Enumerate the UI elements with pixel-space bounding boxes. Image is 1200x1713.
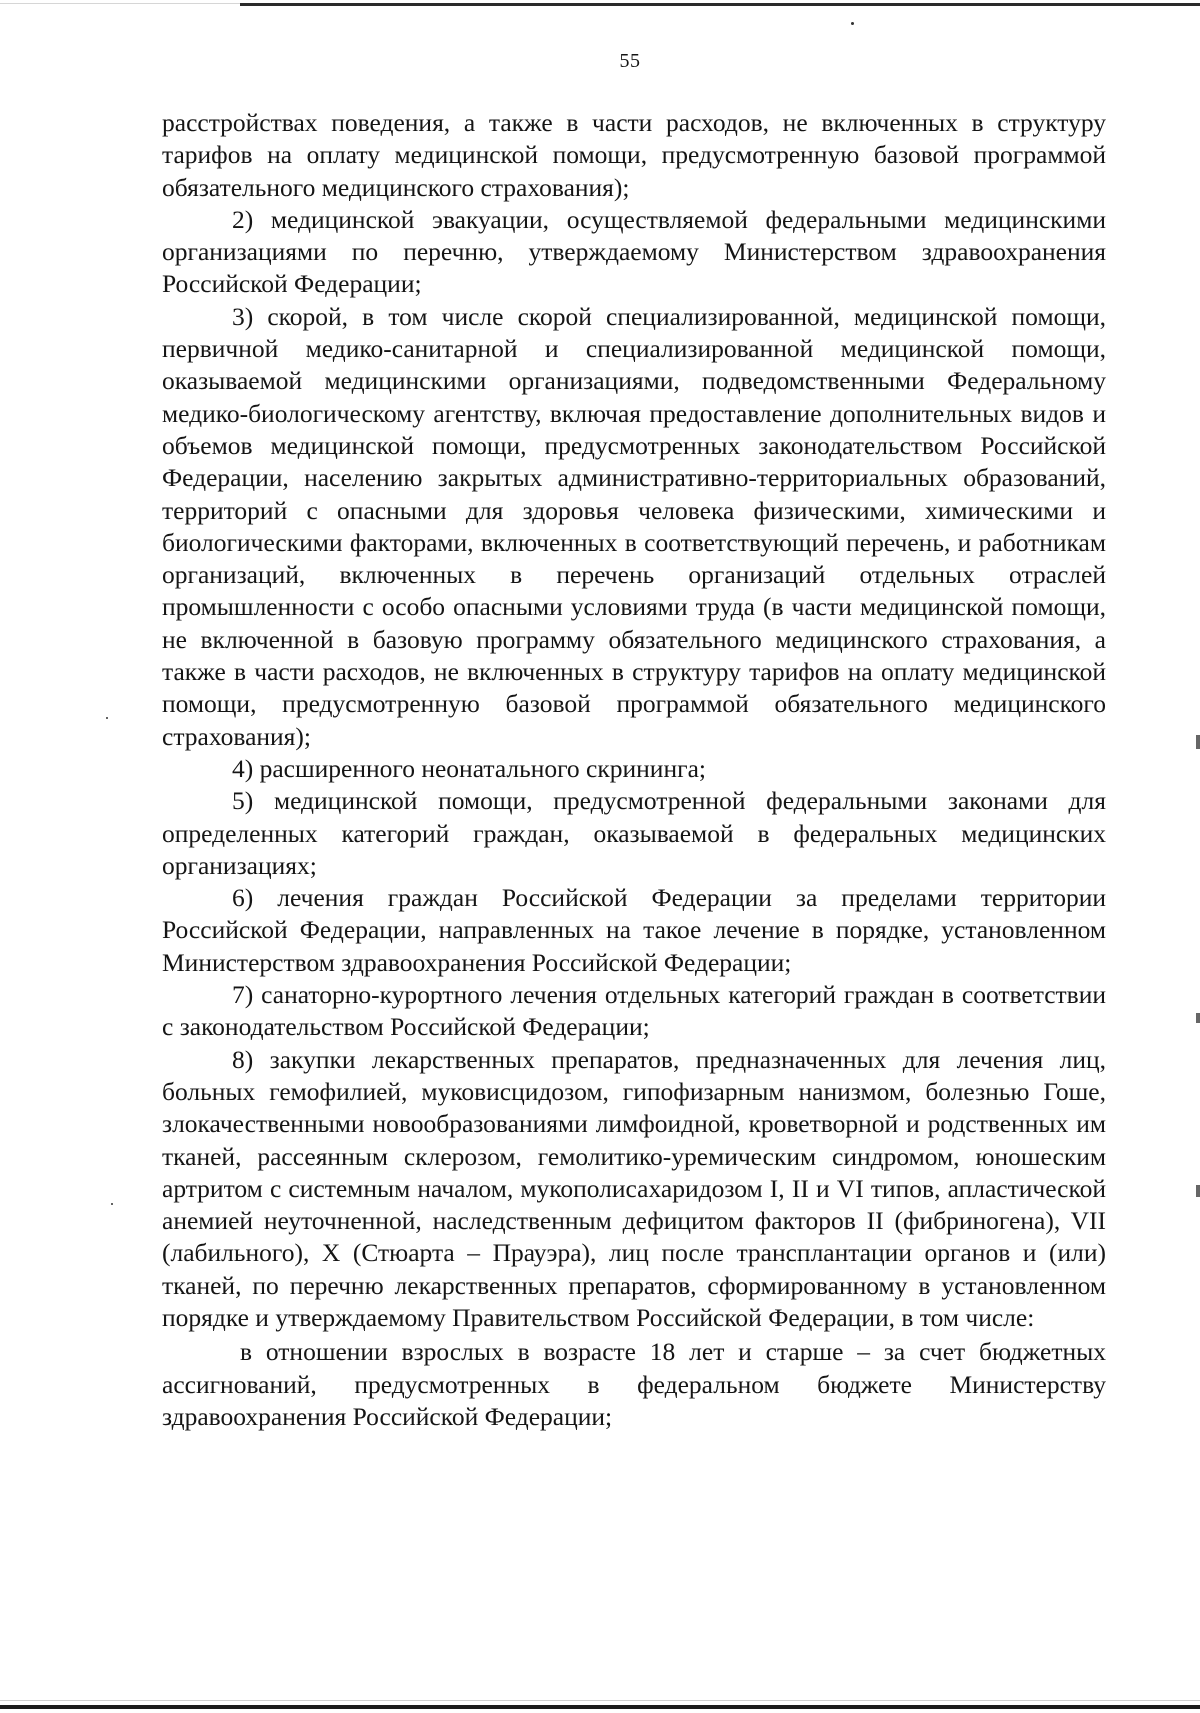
scan-speck — [106, 717, 108, 719]
paragraph-item-7: 7) санаторно-курортного лечения отдельных категорий граждан в соответствии с законодательством Российской Федерации; — [162, 980, 1106, 1042]
scan-edge-top — [240, 3, 1200, 6]
paragraph-item-4: 4) расширенного неонатального скрининга; — [232, 753, 706, 783]
paragraph-item-6: 6) лечения граждан Российской Федерации за пределами территории Российской Федерации, направленных на такое лечение в порядке, установленном Министерством здравоохранения Российской Федерации; — [162, 883, 1106, 977]
paragraph-item-5: 5) медицинской помощи, предусмотренной федеральными законами для определенных категорий граждан, оказываемой в федеральных медицинских организациях; — [162, 786, 1106, 880]
scan-edge-bottom-faint — [0, 1700, 1200, 1701]
scan-edge-right — [1196, 1185, 1200, 1197]
scan-edge-top-faint — [0, 3, 240, 4]
paragraph-item-3: 3) скорой, в том числе скорой специализированной, медицинской помощи, первичной медико-санитарной и специализированной медицинской помощи, оказываемой медицинскими организациями, подведомственными Федеральному медико-биологическому агентству, включая предоставление дополнительных видов и объемов медицинской помощи, предусмотренных законодательством Российской Федерации, населению закрытых административно-территориальных образований, территорий с опасными для здоровья человека физическими, химическими и биологическими факторами, включенных в соответствующий перечень, и работникам организаций, включенных в перечень организаций отдельных отраслей промышленности с особо опасными условиями труда (в части медицинской помощи, не включенной в базовую программу обязательного медицинского страхования, а также в части расходов, не включенных в структуру тарифов на оплату медицинской помощи, предусмотренную базовой программой обязательного медицинского страхования); — [162, 301, 1106, 751]
paragraph-continuation: расстройствах поведения, а также в части расходов, не включенных в структуру тарифов на оплату медицинской помощи, предусмотренную базовой программой обязательного медицинского страхования); — [162, 108, 1106, 202]
document-body — [162, 107, 1106, 1433]
scan-edge-right — [1196, 735, 1200, 749]
scan-edge-bottom — [0, 1705, 1200, 1709]
paragraph-item-2: 2) медицинской эвакуации, осуществляемой федеральными медицинскими организациями по перечню, утверждаемому Министерством здравоохранения Российской Федерации; — [162, 204, 1106, 299]
scan-speck — [111, 1203, 113, 1205]
paragraph-subitem-adults: в отношении взрослых в возрасте 18 лет и старше – за счет бюджетных ассигнований, предусмотренных в федеральном бюджете Министерству здравоохранения Российской Федерации; — [162, 1337, 1106, 1431]
scan-edge-right — [1196, 1013, 1200, 1023]
scan-speck — [851, 22, 854, 25]
page-number: 55 — [619, 50, 641, 72]
paragraph-item-8: 8) закупки лекарственных препаратов, предназначенных для лечения лиц, больных гемофилией, муковисцидозом, гипофизарным нанизмом, болезнью Гоше, злокачественными новообразованиями лимфоидной, кроветворной и родственных им тканей, рассеянным склерозом, гемолитико-уремическим синдромом, юношеским артритом с системным началом, мукополисахаридозом I, II и VI типов, апластической анемией неуточненной, наследственным дефицитом факторов II (фибриногена), VII (лабильного), X (Стюарта – Прауэра), лиц после трансплантации органов и (или) тканей, по перечню лекарственных препаратов, сформированному в установленном порядке и утверждаемому Правительством Российской Федерации, в том числе: — [162, 1044, 1106, 1332]
